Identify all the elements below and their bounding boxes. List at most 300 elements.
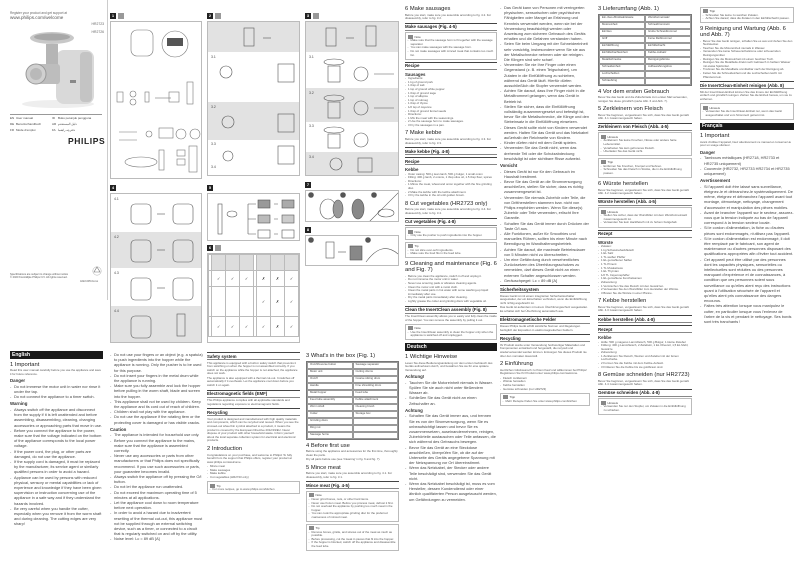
figure-3-assembly [305, 21, 399, 176]
note-box [405, 227, 497, 240]
note-box [598, 398, 692, 415]
list-item: - Das Gerät kann von Personen mit verringerten physischen, sensorischen oder psychischen Fähigkeiten oder Mangel an Erfahrung und Kenntnis verwendet werden, wenn sie bei der Verwendung beaufsichtigt werden oder Anweisung zum sicheren Gebrauch des Geräts erhalten und die Gefahren verstanden haben. [500, 5, 590, 41]
language-heading: English [10, 351, 103, 359]
bullet-list [700, 155, 794, 176]
table-cell: Ein/Aus [599, 29, 645, 36]
note-list [601, 214, 690, 225]
list-item: - Entfernen Sie Knochen, Knorpel und Sehnen. [601, 165, 690, 169]
subsection-heading: Avertissement [700, 178, 731, 184]
paragraph: Das Gerät ist außerdem mit einem Überhitzungsschutz ausgestattet. Es schaltet sich bei Überhitzung automatisch aus. [500, 305, 588, 313]
figure-1-parts [110, 21, 202, 179]
list-item: - 1 tsp of allspice [405, 95, 497, 99]
list-item: - Verwenden Sie kein Hackfleisch mit zu hohem Fettgehalt. [601, 221, 690, 225]
bullet-list [598, 341, 692, 370]
list-item: - Do not use your fingers or an object (e.g. a spatula) to push ingredients into the hopper while the appliance is running. Only the pusher is to be used for this purpose. [110, 352, 203, 373]
section-heading: 1 Important [700, 133, 730, 140]
note-label: Tip [315, 526, 320, 531]
list-item: - In order to avoid a hazard due to inadvertent resetting of the thermal cut-out, this appliance must not be supplied through an external switching device, such as a timer, or connected to a circuit that is regularly switched on and off by the utility. [110, 510, 203, 536]
note-box [306, 491, 399, 522]
note-box [598, 207, 692, 227]
paragraph: The appliance is also equipped with a thermal cut-out. It switches off automatically if it overheats. Let the appliance cool down before you switch it on again. [207, 375, 295, 388]
table-cell: Kebbe attachment [353, 397, 399, 404]
table-cell [645, 78, 691, 85]
table-cell: Griff [599, 36, 645, 43]
table-cell: Ein-/Aus-/Rückwärtstaste [599, 15, 645, 22]
list-item: - Remove bones, gristle, and sinews out of the meat as much as possible. [309, 531, 397, 538]
list-item: - Überladen Sie das Gerät nicht. [601, 150, 690, 154]
list-item: - Si l'appareil doit être laissé sans surveillance, éteignez-le et débranchez-le systématiquement. De même, éteignez et débranchez l'appareil avant tout montage, démontage, nettoyage, changement d'accessoire et manipulation des pièces mobiles. [700, 184, 794, 210]
list-item: - Schalten Sie das Gerät immer aus, und trennen Sie es von der Stromversorgung, wenn Sie es unbeaufsichtigt lassen und bevor Sie es zusammensetzen, auseinandernehmen, reinigen, Zubehörteile austauschen oder Teile anfassen, die sich während des Gebrauchs bewegen. [405, 413, 497, 444]
list-item: - Schneiden Sie keine zu weichen Zutaten. [703, 14, 792, 18]
list-item: - Verwenden Sie die InsertClean-Einheit nur, wenn das Gerät ausgeschaltet und vom Stromnetz getrennt ist. [703, 110, 792, 117]
table-cell: Metal hopper [307, 390, 353, 397]
list-item: - Always switch the appliance off by pressing the O/I button. [110, 474, 203, 484]
parts-table [598, 14, 692, 86]
ruled-heading: Elektromagnetische Felder [500, 316, 590, 324]
table-cell: On/off/reverse button [307, 362, 353, 369]
box-icon [118, 13, 124, 19]
note-label: Hinweis [709, 105, 721, 110]
tap-icon [212, 255, 226, 271]
paragraph: Mit der InsertClean-Einheit können Sie das Innere der Einfüllöffnung einfach und gründlich reinigen. Ziehen Sie die Einheit heraus, um sie zu entfernen. [700, 89, 792, 101]
spec-notice: Specifications are subject to change without notice © 2020 Koninklijke Philips N.V. All rights reserved. [10, 273, 69, 280]
list-item: - Gemüse schneiden (nur HR2723) [500, 388, 590, 392]
philips-logo: PHILIPS [68, 136, 106, 146]
list-item: - Füllung: 400 g Lammfleisch, 2 Zwiebeln, 1 EL Olivenöl, 1,5 EL Mehl, Gewürze [598, 344, 692, 351]
note-list [408, 331, 495, 338]
column-5 [405, 3, 497, 502]
subsection-heading: Würste [598, 239, 613, 245]
section-heading: 7 Kebbe herstellen [598, 298, 647, 305]
model-number: HR2723 [91, 22, 104, 26]
list-item: - Bevor Sie das Gerät an die Stromversorgung anschließen, stellen Sie sicher, dass es richtig zusammengesetzt ist. [500, 179, 590, 195]
note-list [503, 400, 588, 404]
list-item: - Only use the pusher to push ingredients into the hopper. [408, 234, 495, 238]
list-item: - Couvercle (HR2732, HR2733 HR2734 et HR2735 uniquement) [700, 166, 794, 176]
step-label: 4.4 [114, 309, 119, 313]
list-item: - Tauchen Sie die Motoreinheit niemals in Wasser. Spülen Sie sie auch nicht unter fließendem Wasser ab. [405, 380, 497, 396]
note-label: Tip [216, 483, 221, 488]
step-label: 4.3 [114, 271, 119, 275]
section-heading: 7 Make kebbe [405, 130, 442, 137]
ruled-heading: Make sausages (Fig. 4-5) [405, 23, 497, 31]
list-item: - Dry the metal parts immediately after cleaning. [405, 296, 497, 300]
paragraph: The InsertClean assembly allows you to easily and fully clean the inside of the hopper. You can remove the assembly by pulling it out. [405, 314, 497, 322]
ruled-heading: Würste herstellen (Abb. 4-5) [598, 198, 692, 206]
list-item: - 1 TL Muskatnuss [598, 267, 692, 271]
table-cell: Einfüllöffnung [599, 43, 645, 50]
check-mark: ✓ [240, 317, 254, 337]
ruled-heading: Kebbe herstellen (Abb. 4-8) [598, 315, 692, 323]
recycling-icon [92, 266, 102, 276]
section-heading: 4 Vor dem ersten Gebrauch [598, 88, 670, 95]
paragraph: Before you start, make sure you assemble according to fig. 4.3. For disassembly, refer to fig. 3.3. [405, 136, 492, 145]
list-item: - 3 Fry the kebbe in the oil until golden brown. [405, 194, 497, 198]
bullet-list [405, 413, 497, 501]
note-box [207, 481, 300, 494]
list-item: - Noise level: Lc = 89 dB [A] [110, 536, 203, 541]
ruled-heading: Gemüse schneiden (Abb. 4-8) [598, 389, 692, 397]
list-item: - Würste herstellen [500, 380, 590, 384]
cleaning-table [208, 254, 299, 337]
list-item: - 1 EL Thymian [598, 270, 692, 274]
bullet-list [500, 169, 590, 283]
ruled-heading: Make kebbe (Fig. 4-8) [405, 147, 497, 155]
list-item: - You can cook the appropriate grinding disc for the preferred coarseness of minced meat. [309, 512, 397, 519]
usage-drawing [111, 194, 202, 343]
list-item: - Do not immerse the motor unit in water. [405, 278, 497, 282]
list-item: - Seien Sie beim Umgang mit der Schneideeinheit sehr vorsichtig, insbesondere wenn Sie sie aus der Metallschnecke nehmen oder sie reinigen. Die Klingen sind sehr scharf. [500, 41, 590, 62]
register-text: Register your product and get support at [10, 11, 68, 15]
disassembly-drawing [208, 22, 300, 176]
list-item: - Before you clean the appliance, switch it off and unplug it. [405, 275, 497, 279]
table-cell: Grobe Schneidtrommel [645, 29, 691, 36]
paragraph: Ihr Produkt wurde unter Verwendung hochwertiger Materialien und Komponenten entwickelt und hergestellt, die recycelt und wiederverwendet werden können. Entsorgen Sie dieses Produkt nie über den normalen Hausmüll. [500, 342, 587, 358]
list-item: - Mehr Rezepte finden Sie unter www.philips.com/kitchen [503, 400, 588, 404]
list-item: - Verarbeiten Sie kein gefrorenes Fleisch. [601, 147, 690, 151]
check-mark: ✗ [271, 287, 285, 317]
list-item: - 1 TL weißer Pfeffer [598, 256, 692, 260]
lang-name: دليل المستخدم [58, 122, 77, 126]
list-item: - Dieses Gerät ist nur für den Gebrauch im Haushalt bestimmt. [500, 169, 590, 179]
note-list [309, 498, 397, 520]
list-item: - 1 EL Salz [598, 252, 692, 256]
check-mark: ✓ [226, 317, 240, 337]
list-item: - Before you connect the appliance to the power, make sure that the voltage indicated on the bottom of the appliance corresponds to the local power voltage. [10, 428, 103, 449]
table-cell: Grinding discs [307, 418, 353, 425]
note-list [601, 165, 690, 176]
lang-code: FA [52, 128, 56, 132]
check-mark: ✓ [284, 317, 298, 337]
list-item: - If the supply cord is damaged, it must be replaced by the manufacturer, its service agent or similarly qualified persons in order to avoid a hazard. [10, 459, 103, 475]
paragraph: Before you start, make sure you assemble according to fig. 4.4. For disassembly, refer to fig. 3.4. [405, 207, 492, 215]
list-item: - Zutaten: [598, 245, 692, 249]
list-item: - Mince meat [207, 465, 300, 469]
list-item: - Reinigen Sie die Metallteile direkt nach Gebrauch in heißem Wasser mit etwas Spülmittel. [700, 61, 794, 68]
list-item: - Cet appareil peut être utilisé par des personnes dont les capacités physiques, sensorielles ou intellectuelles sont réduites ou des personnes manquant d'expérience et de connaissances, à condition que ces personnes soient sous surveillance ou qu'elles aient reçu des instructions quant à l'utilisation sécurisée de l'appareil et qu'elles aient pris connaissance des dangers encourus. [700, 257, 794, 304]
list-item: - Make kebbe [207, 472, 300, 476]
paragraph: Congratulations on your purchase, and welcome to Philips! To fully benefit from the support that Philips offers, register your product at www.philips.com/welcome. [207, 452, 293, 464]
lang-code: AR [52, 122, 57, 126]
list-item: - Do not immerse the motor unit in water nor rinse it under the tap. [10, 384, 103, 394]
column-6 [500, 5, 590, 407]
figure-number: 1 [111, 13, 115, 18]
list-item: - 1 kg of ground pork [405, 81, 497, 85]
check-mark: ✓ [284, 287, 298, 317]
section-heading: 8 Cut vegetables (HR2723 only) [405, 200, 488, 207]
note-list [601, 139, 690, 153]
ruled-heading: Clean the InsertClean assembly (Fig. 8) [405, 306, 497, 314]
figure-number: 8 [306, 227, 310, 232]
list-item: - Trocknen Sie die Metallteile unmittelbar nach der Reinigung ab. [700, 68, 794, 72]
list-item: - Do not let the appliance run unattended. [110, 484, 203, 489]
ruled-heading: Cut vegetables (Fig. 4-8) [405, 218, 497, 226]
water-drop-icon [284, 255, 298, 271]
list-item: - Lightly grease the cutter and grinding discs with vegetable oil. [405, 300, 497, 304]
lang-code: EN [10, 116, 15, 120]
note-label: Tip [414, 244, 419, 249]
section-heading: 3 What's in the box (Fig. 1) [306, 353, 376, 359]
section-heading: 2 Introduction [207, 446, 243, 452]
list-item: - 1 tbsp of ground sage [405, 92, 497, 96]
step-label: 4.2 [114, 235, 119, 239]
section-heading: 1 Important [10, 361, 40, 368]
subsection-heading: Achtung [405, 407, 423, 413]
list-item: - Clean the motor unit with a moist cloth. [405, 286, 497, 290]
figure-5-grinding-discs [207, 193, 300, 241]
dishwasher-icon [271, 255, 285, 271]
bullet-list [500, 5, 590, 161]
list-item: - Bevor Sie das Gerät reinigen, schalten Sie es aus und ziehen Sie den Netzstecker. [700, 40, 794, 47]
paragraph: Before using the appliance and accessories for the first time, thoroughly clean the parts. [306, 449, 398, 457]
subsection-heading: Danger [700, 149, 716, 155]
lang-code: DE [10, 122, 15, 126]
list-item: - Alle Funktionen, außer für Smoothies und manuelles Rühren, sollten bis einer Minute nach Beendigung im Wandhalterungsbetrieb. [500, 231, 590, 247]
figure-8-insertclean [305, 235, 399, 266]
language-heading: Deutsch [405, 343, 497, 351]
section-heading: 2 Einführung [500, 361, 533, 368]
document-code: 4222.005.0xxxx [80, 280, 99, 283]
ruled-heading: Die InsertClean-Einheit reinigen (Abb. 8) [700, 81, 794, 89]
list-item: - Verwenden Sie nur den Stopfer, um Zutaten in die Einfüllöffnung zu schieben. [601, 405, 690, 412]
list-item: - Make sausages [207, 469, 300, 473]
step-label: 3.4 [309, 155, 314, 159]
list-item: - Appliance can be used by persons with reduced physical, sensory or mental capabilities or lack of experience and knowledge if they have been given supervision or instruction concerning use of the appliance in a safe way and if they understand the hazards involved. [10, 475, 103, 506]
list-item: - Hülle: 500 g mageres Lammfleisch, 500 g Bulgur, 1 kleine Zwiebel [598, 341, 692, 345]
table-cell: Feine Reibtrommel [645, 36, 691, 43]
page-divider [107, 0, 108, 300]
ruled-heading: Recipe [405, 62, 497, 70]
figure-6-cleaning-table [207, 253, 300, 343]
column-8 [700, 5, 794, 324]
lang-code: ID [52, 116, 55, 120]
list-item: - Verwenden Sie das Gerät nicht, wenn das drehende Teil oder die Schutzabdeckung beschädigt ist oder sichtbare Risse aufweist. [500, 145, 590, 161]
dishwasher-icon [226, 255, 240, 271]
table-cell: Fine shredding drum [353, 383, 399, 390]
list-item: - Verwenden Sie niemals Zubehör oder Teile, die von Drittherstellern stammen bzw. nicht von Philips empfohlen werden. Wenn Sie diese(s) Zubehör oder Teile verwenden, erlischt Ihre Garantie. [500, 195, 590, 221]
section-heading: 6 Make sausages [405, 6, 451, 12]
list-item: - Stellen Sie sicher, dass die Einfüllöffnung vollständig zusammengesetzt und befestigt ist, bevor Sie die Metallschnecke, die Klinge und den Siebeinsatz in die Einfüllöffnung einsetzen. [500, 104, 590, 125]
step-label: 3.3 [211, 142, 216, 146]
list-item: - Outer casing: 500 g lean lamb, 500 g bulgur, 1 small onion [405, 173, 497, 177]
note-label: Hinweis [607, 209, 619, 214]
step-label: 3.1 [309, 55, 314, 59]
check-mark: ✓ [240, 271, 254, 287]
lang-name: User manual [16, 116, 34, 120]
check-mark: ✓ [212, 271, 226, 287]
list-item: - 2 Use the sausage horn to make sausages. [405, 120, 497, 124]
tap-icon [257, 255, 271, 271]
list-item: - Kinder dürfen nicht mit dem Gerät spielen. [500, 140, 590, 145]
section-heading: 4 Before first use [306, 442, 350, 449]
step-label: 3.2 [309, 91, 314, 95]
list-item: - 1 tbsp of ground fennel seeds [405, 110, 497, 114]
bullet-list [110, 432, 203, 541]
dishwasher-icon [215, 245, 221, 251]
table-cell: Storage box [353, 411, 399, 418]
table-cell: Feed tube assembly [307, 397, 353, 404]
list-item: - Um eine Gefährdung durch versehentliches Zurücksetzen des Überhitzungsschutzes zu vermeiden, darf dieses Gerät nicht an einen externen Schalter angeschlossen werden. [500, 257, 590, 278]
list-item: - Schalten Sie das Gerät immer durch Drücken der Taste O/I aus. [500, 221, 590, 231]
list-item: - Wenn das Netzkabel beschädigt ist, muss es vom Hersteller, dessen Kundendienst oder einer ähnlich qualifizierten Person ausgetauscht werden, um Gefährdungen zu vermeiden. [405, 481, 497, 502]
table-cell: Kebbe-Aufsatz [645, 50, 691, 57]
paragraph: Bevor Sie beginnen, vergewissern Sie sich, dass Sie das Gerät gemäß Abb. 4.3 zusammengesetzt haben. [598, 304, 689, 313]
section-heading: 1 Wichtige Hinweise [405, 354, 458, 360]
check-mark: ✗ [257, 271, 271, 287]
list-item: - Tauchen Sie die Motoreinheit niemals in Wasser. [700, 47, 794, 51]
table-cell: On/off [307, 376, 353, 383]
list-item: - 2 Formen Sie die Kebbe mit dem Kebbe-Aufsatz. [598, 362, 692, 366]
section-heading: 3 Lieferumfang (Abb. 1) [598, 6, 659, 12]
check-mark [240, 287, 254, 317]
model-number: HR2726 [91, 30, 104, 34]
table-cell: Einfüllschachteinheit [599, 50, 645, 57]
check-mark: ✗ [271, 317, 285, 337]
list-item: - Avant de brancher l'appareil sur le secteur, assurez-vous que la tension indiquée au bas de l'appareil correspond à la tension secteur locale. [700, 210, 794, 226]
table-cell: Reinigungsbürste [645, 57, 691, 64]
list-item: - 1 tbsp of salt [405, 84, 497, 88]
paragraph: Bevor Sie beginnen, vergewissern Sie sich, dass Sie das Gerät gemäß Abb. 4.1 zusammengesetzt haben. [598, 112, 689, 121]
note-box [598, 158, 692, 178]
note-box [598, 132, 692, 156]
list-item: - Do not exceed the maximum operating time of 5 minutes at all applications. [110, 490, 203, 500]
note-list [309, 531, 397, 549]
table-cell: Cleaning brush [353, 404, 399, 411]
welcome-url[interactable]: www.philips.com/welcome [10, 15, 64, 20]
subsection-heading: Caution [110, 426, 127, 432]
list-item: - If the hopper is blocked, switch off the appliance and disassemble the feed tube. [309, 541, 397, 548]
insertclean-drawing [306, 236, 399, 266]
list-item: - Do not make sausages with minced meat that contains too much fat. [408, 50, 495, 57]
list-item: - 1 Mix the meat with the seasonings. [405, 117, 497, 121]
bullet-list [10, 407, 103, 527]
note-box [500, 393, 590, 406]
lang-name: Buku petunjuk pengguna [58, 116, 92, 120]
figure-number: 5 [208, 185, 212, 190]
paragraph: Bevor Sie beginnen, vergewissern Sie sich, dass Sie das Gerät gemäß Abb. 4.2 zusammengesetzt haben. [598, 187, 689, 196]
list-item: - Verwenden Sie keine Scheuerschwämme oder scheuernden Reinigungsmittel. [700, 50, 794, 57]
note-list [210, 488, 298, 492]
grinding-discs-drawing [208, 194, 300, 241]
table-cell: Feed tube [353, 390, 399, 397]
list-item: - Never use any accessories or parts from other manufacturers or that Philips does not specifically recommend. If you use such accessories or parts, your guarantee becomes invalid. [110, 453, 203, 474]
step-label: 3.2 [211, 105, 216, 109]
paragraph: Dry all parts before use (see 'Cleaning' in fig. 6 and fig. 7). [306, 457, 381, 462]
list-item: - 3 Fry the sausages in a pan. [405, 124, 497, 128]
lang-name: دفترچه راهنما [58, 128, 76, 132]
list-item: - Si le cordon d'alimentation est endommagé, il doit être remplacé par le fabricant, son agent de maintenance ou d'autres personnes disposant des qualifications appropriées afin d'éviter tout accident. [700, 236, 794, 257]
paragraph: This Philips appliance complies with all applicable standards and regulations regarding exposure to electromagnetic fields. [207, 398, 290, 406]
list-item: - Directions: [405, 113, 497, 117]
subsection-heading: Kebbe [598, 335, 612, 340]
list-item: - 1 Zerkleinern Sie Fleisch, Weizen und Zwiebel mit der feinen Lochscheibe. [598, 355, 692, 362]
check-mark: ✓ [257, 287, 271, 317]
note-list [703, 110, 792, 117]
list-item: - Verwenden Sie nie Ihre Finger oder einen Gegenstand (z. B. einen Teigschaber), um Zutaten in die Einfüllöffnung zu schieben, während das Gerät läuft. Hierfür dürfen ausschließlich die Stopfer verwendet werden. [500, 62, 590, 88]
ruled-heading: Rezept [598, 325, 692, 333]
ruled-heading: Mince meat (Fig. 4-5) [306, 481, 399, 489]
bullet-list [700, 40, 794, 80]
section-heading: 8 Gemüse schneiden (nur HR2723) [598, 372, 690, 379]
list-item: - Never use frozen meat. Before you process meat, defrost it first. [309, 502, 397, 506]
table-cell: Cutter [307, 411, 353, 418]
figure-4-usage [110, 193, 202, 343]
section-heading: 6 Würste herstellen [598, 181, 648, 188]
list-item: - Schneiden Sie das Fleisch in Stücke, die in die Einfüllöffnung passen. [601, 168, 690, 175]
list-item: - 1 Mince the meat, wheat and onion together with the fine grinding disc. [405, 183, 497, 190]
list-item: - 1 Vermischen Sie das Fleisch mit den Gewürzen. [598, 285, 692, 289]
list-item: - For more recipes, go to www.philips.com/kitchen [210, 488, 298, 492]
list-item: - Do not overload the appliance by pushing too much meat in the hopper. [309, 505, 397, 512]
list-item: - 1 tbsp of thyme [405, 102, 497, 106]
note-label: Note [414, 34, 421, 39]
paragraph: Before you start, make sure you assemble according to fig. 4.2. For disassembly, refer to fig. 3.2. [405, 12, 492, 21]
list-item: - Ingredients: [405, 77, 497, 81]
ruled-heading: Electromagnetic fields (EMF) [207, 390, 300, 398]
paragraph: Dieses Gerät ist mit einem integrierten Sicherheitsschalter ausgestattet, der ein Einschalten verhindert, wenn die Einfüllöffnung nicht richtig angebracht ist. [500, 293, 588, 305]
list-item: - Before processing, cut the meat in pieces that fit into the hopper. [309, 538, 397, 542]
step-label: 3.4 [211, 165, 216, 169]
list-item: - Cut vegetables (HR2723 only) [207, 476, 300, 480]
list-item: - Clean the metal parts in hot water with some washing-up liquid immediately after use. [405, 289, 497, 296]
note-list [408, 249, 495, 256]
note-list [408, 39, 495, 57]
check-mark [212, 287, 226, 317]
section-heading: 5 Zerkleinern von Fleisch [598, 106, 663, 113]
check-mark: ✓ [212, 317, 226, 337]
figure-2-disassembly [207, 21, 300, 176]
list-item: - 1 EL gemahlener Salbei [598, 259, 692, 263]
list-item: - Make sure the food fits in the feed tube. [408, 252, 495, 256]
note-label: Hinweis [607, 134, 619, 139]
ruled-heading: Zerkleinern von Fleisch (Abb. 4-5) [598, 123, 692, 131]
figure-number: 2 [208, 13, 212, 18]
bullet-list [405, 380, 497, 406]
paragraph: Bevor Sie beginnen, vergewissern Sie sich, dass Sie das Gerät gemäß Abb. 4.4 zusammengesetzt haben. [598, 378, 689, 387]
note-box [306, 524, 399, 551]
step-label: 3.1 [211, 55, 216, 59]
table-cell: Wurstformeinsatz [645, 15, 691, 22]
parts-diagram [111, 22, 202, 179]
assemble-icon [313, 13, 319, 19]
ruled-heading: Safety system [207, 352, 300, 360]
subsection-heading: Kebbe [405, 167, 419, 173]
subsection-heading: Warning [10, 401, 28, 407]
figure-number: 6 [208, 245, 212, 250]
list-item: - Always switch off the appliance and disconnect from the supply if it is left unattended and before assembling, disassembling, cleaning, changing accessories or approaching parts that move in use. [10, 407, 103, 428]
figure-number: 7 [306, 182, 310, 187]
ruled-heading: Sicherheitssystem [500, 285, 590, 293]
bullet-list [110, 352, 203, 425]
subsection-heading: Vorsicht [500, 163, 518, 169]
note-list [408, 234, 495, 238]
column-7 [598, 3, 692, 417]
table-cell: Motoreinheit [599, 22, 645, 29]
bullet-list [10, 384, 103, 400]
list-item: - Achten Sie darauf, die maximale Betriebsdauer von 5 Minuten nicht zu überschreiten. [500, 247, 590, 257]
note-box [700, 7, 794, 24]
list-item: - Si le cordon d'alimentation, la fiche ou d'autres pièces sont endommagés, n'utilisez pas l'appareil. [700, 225, 794, 235]
table-cell: Coarse slicing drum [353, 376, 399, 383]
note-box [405, 242, 497, 259]
note-label: Tipp [607, 160, 614, 165]
list-item: - Do not insert your fingers in the metal drum while the appliance is running. [110, 373, 203, 383]
check-mark [226, 287, 240, 317]
list-item: - 1 tsp of ground white pepper [405, 88, 497, 92]
step-label: 4.1 [114, 197, 119, 201]
list-item: - Before you connect the appliance to the mains, make sure that the appliance is assembled correctly. [110, 438, 203, 454]
subsection-heading: Sausages [405, 71, 426, 77]
